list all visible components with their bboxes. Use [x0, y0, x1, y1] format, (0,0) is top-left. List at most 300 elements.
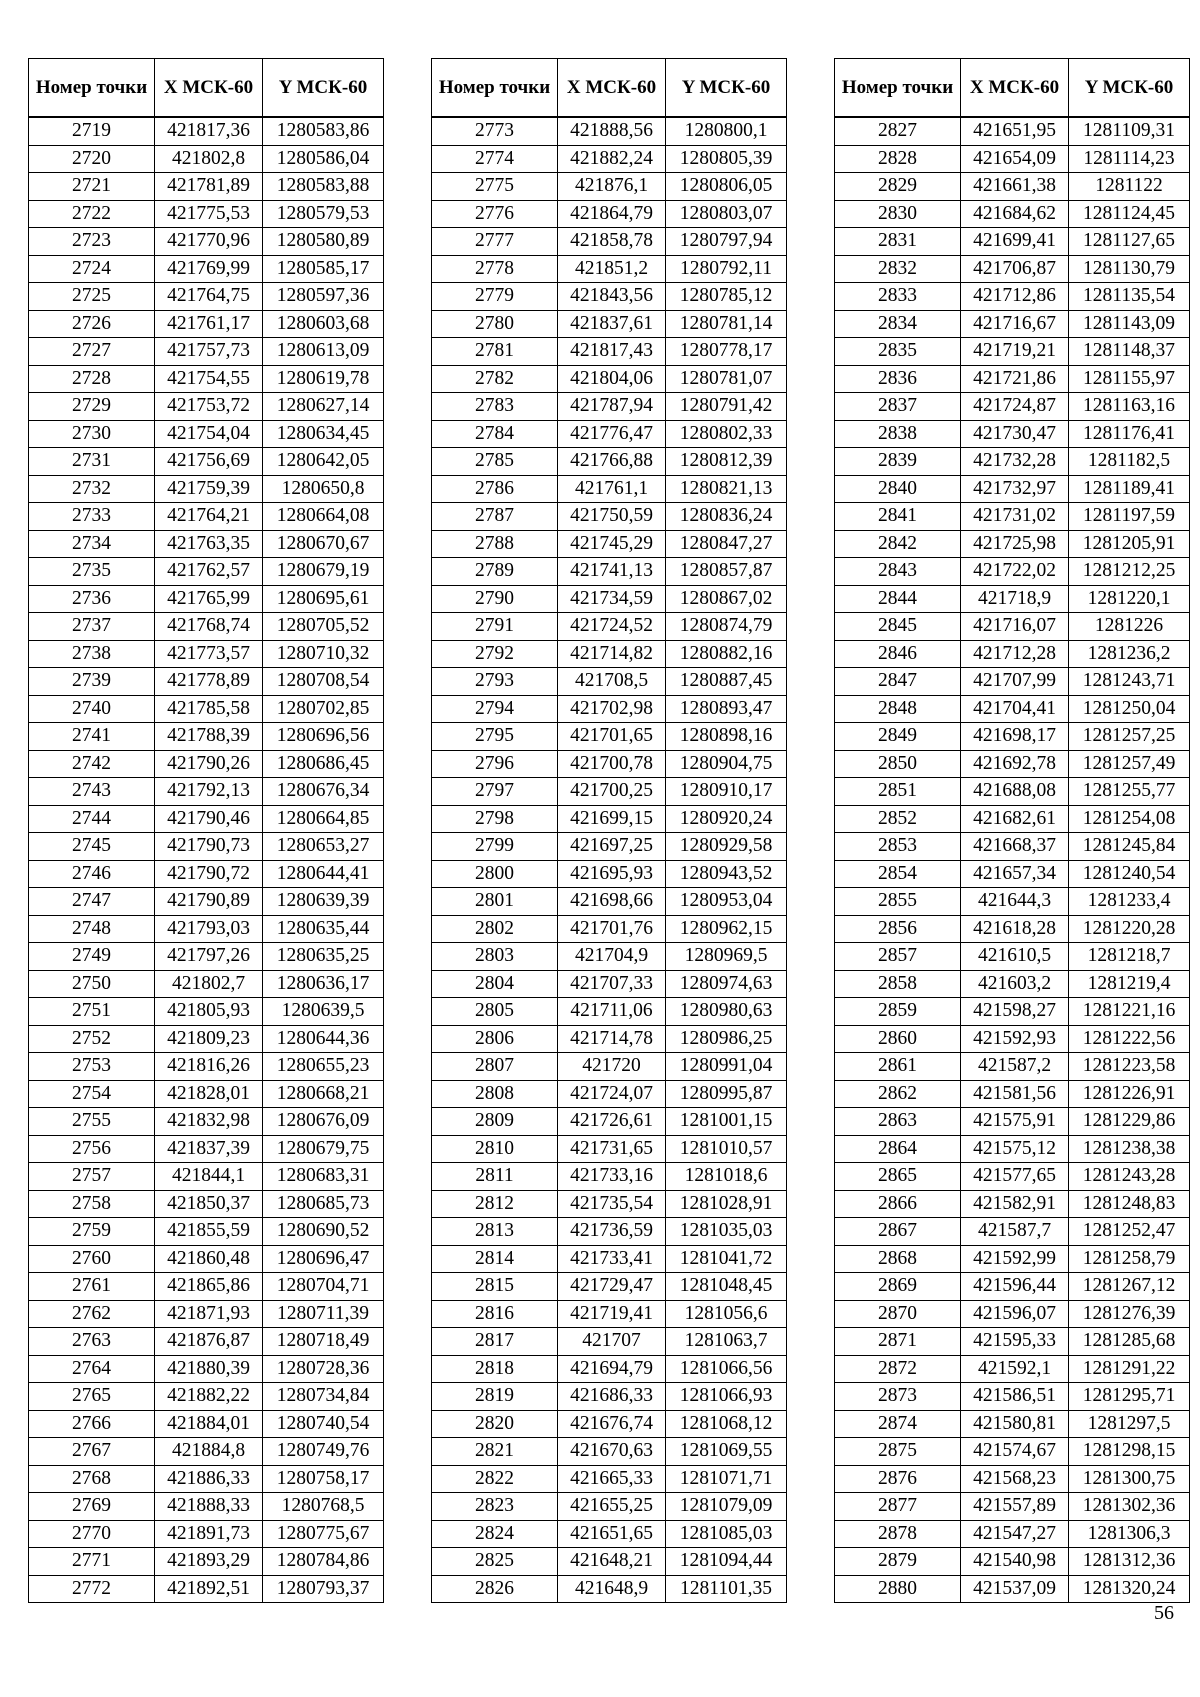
- table-row: [835, 255, 1190, 283]
- point-number-cell: 2831: [835, 228, 961, 256]
- y-coordinate-cell: 1280603,68: [263, 310, 384, 338]
- x-coordinate-cell: 421763,35: [155, 530, 263, 558]
- y-coordinate-cell: 1280580,89: [263, 228, 384, 256]
- point-number-cell: 2744: [29, 805, 155, 833]
- table-row: [432, 1383, 787, 1411]
- x-coordinate-cell: 421596,44: [961, 1273, 1069, 1301]
- point-number-cell: 2732: [29, 475, 155, 503]
- point-number-cell: 2809: [432, 1108, 558, 1136]
- table-row: [432, 1190, 787, 1218]
- x-coordinate-cell: 421719,21: [961, 338, 1069, 366]
- point-number-cell: 2790: [432, 585, 558, 613]
- table-row: [835, 915, 1190, 943]
- table-row: [835, 1328, 1190, 1356]
- table-row: [835, 1300, 1190, 1328]
- y-coordinate-cell: 1281222,56: [1069, 1025, 1190, 1053]
- y-coordinate-cell: 1280758,17: [263, 1465, 384, 1493]
- point-number-cell: 2749: [29, 943, 155, 971]
- point-number-cell: 2786: [432, 475, 558, 503]
- table-row: [29, 1465, 384, 1493]
- x-coordinate-cell: 421722,02: [961, 558, 1069, 586]
- x-coordinate-cell: 421654,09: [961, 145, 1069, 173]
- y-coordinate-cell: 1280775,67: [263, 1520, 384, 1548]
- point-number-cell: 2752: [29, 1025, 155, 1053]
- x-coordinate-cell: 421886,33: [155, 1465, 263, 1493]
- table-row: [29, 420, 384, 448]
- point-number-cell: 2837: [835, 393, 961, 421]
- table-row: [29, 1080, 384, 1108]
- y-coordinate-cell: 1280800,1: [666, 117, 787, 145]
- x-coordinate-cell: 421754,04: [155, 420, 263, 448]
- x-coordinate-cell: 421768,74: [155, 613, 263, 641]
- table-row: [29, 117, 384, 145]
- point-number-cell: 2762: [29, 1300, 155, 1328]
- y-coordinate-cell: 1280583,88: [263, 173, 384, 201]
- y-coordinate-cell: 1280676,09: [263, 1108, 384, 1136]
- page-number: 56: [1154, 1602, 1174, 1624]
- y-coordinate-cell: 1281035,03: [666, 1218, 787, 1246]
- y-coordinate-cell: 1280696,56: [263, 723, 384, 751]
- table-row: [432, 1135, 787, 1163]
- coordinates-table-1: [28, 58, 384, 1603]
- y-coordinate-cell: 1281320,24: [1069, 1575, 1190, 1603]
- point-number-cell: 2795: [432, 723, 558, 751]
- point-number-cell: 2828: [835, 145, 961, 173]
- x-coordinate-cell: 421882,22: [155, 1383, 263, 1411]
- table-row: [835, 860, 1190, 888]
- point-number-cell: 2787: [432, 503, 558, 531]
- y-coordinate-cell: 1280686,45: [263, 750, 384, 778]
- point-number-cell: 2735: [29, 558, 155, 586]
- x-coordinate-cell: 421540,98: [961, 1548, 1069, 1576]
- table-row: [835, 558, 1190, 586]
- table-row: [835, 1080, 1190, 1108]
- table-row: [835, 228, 1190, 256]
- point-number-cell: 2808: [432, 1080, 558, 1108]
- y-coordinate-cell: 1281124,45: [1069, 200, 1190, 228]
- x-coordinate-cell: 421651,95: [961, 117, 1069, 145]
- point-number-cell: 2765: [29, 1383, 155, 1411]
- table-row: [432, 1273, 787, 1301]
- point-number-cell: 2756: [29, 1135, 155, 1163]
- table-row: [432, 1328, 787, 1356]
- y-coordinate-cell: 1281114,23: [1069, 145, 1190, 173]
- table-row: [835, 1245, 1190, 1273]
- x-coordinate-cell: 421805,93: [155, 998, 263, 1026]
- y-coordinate-cell: 1281226,91: [1069, 1080, 1190, 1108]
- point-number-cell: 2847: [835, 668, 961, 696]
- x-coordinate-cell: 421837,39: [155, 1135, 263, 1163]
- point-number-cell: 2722: [29, 200, 155, 228]
- table-row: [29, 888, 384, 916]
- table-row: [29, 1135, 384, 1163]
- point-number-cell: 2736: [29, 585, 155, 613]
- point-number-cell: 2719: [29, 117, 155, 145]
- table-row: [432, 750, 787, 778]
- x-coordinate-cell: 421670,63: [558, 1438, 666, 1466]
- y-coordinate-cell: 1281155,97: [1069, 365, 1190, 393]
- y-coordinate-cell: 1281257,49: [1069, 750, 1190, 778]
- point-number-cell: 2745: [29, 833, 155, 861]
- point-number-cell: 2729: [29, 393, 155, 421]
- y-coordinate-cell: 1281109,31: [1069, 117, 1190, 145]
- point-number-cell: 2820: [432, 1410, 558, 1438]
- x-coordinate-cell: 421676,74: [558, 1410, 666, 1438]
- x-coordinate-cell: 421785,58: [155, 695, 263, 723]
- x-coordinate-cell: 421860,48: [155, 1245, 263, 1273]
- table-row: [432, 915, 787, 943]
- table-row: [29, 1300, 384, 1328]
- point-number-cell: 2799: [432, 833, 558, 861]
- point-number-cell: 2784: [432, 420, 558, 448]
- table-row: [835, 1135, 1190, 1163]
- x-coordinate-cell: 421547,27: [961, 1520, 1069, 1548]
- y-coordinate-cell: 1280768,5: [263, 1493, 384, 1521]
- x-coordinate-cell: 421592,93: [961, 1025, 1069, 1053]
- table-row: [29, 1520, 384, 1548]
- y-coordinate-cell: 1281236,2: [1069, 640, 1190, 668]
- point-number-cell: 2839: [835, 448, 961, 476]
- y-coordinate-cell: 1280696,47: [263, 1245, 384, 1273]
- y-coordinate-cell: 1280812,39: [666, 448, 787, 476]
- point-number-cell: 2761: [29, 1273, 155, 1301]
- point-number-cell: 2821: [432, 1438, 558, 1466]
- table-row: [835, 1493, 1190, 1521]
- x-coordinate-cell: 421655,25: [558, 1493, 666, 1521]
- x-coordinate-cell: 421665,33: [558, 1465, 666, 1493]
- y-coordinate-cell: 1280953,04: [666, 888, 787, 916]
- table-row: [432, 558, 787, 586]
- point-number-cell: 2853: [835, 833, 961, 861]
- point-number-cell: 2817: [432, 1328, 558, 1356]
- table-row: [29, 448, 384, 476]
- table-row: [432, 1410, 787, 1438]
- table-row: [835, 1355, 1190, 1383]
- table-row: [432, 1053, 787, 1081]
- y-coordinate-cell: 1280597,36: [263, 283, 384, 311]
- x-coordinate-cell: 421891,73: [155, 1520, 263, 1548]
- point-number-cell: 2864: [835, 1135, 961, 1163]
- x-coordinate-cell: 421596,07: [961, 1300, 1069, 1328]
- x-coordinate-cell: 421587,2: [961, 1053, 1069, 1081]
- y-coordinate-cell: 1281018,6: [666, 1163, 787, 1191]
- table-row: [835, 1438, 1190, 1466]
- point-number-cell: 2868: [835, 1245, 961, 1273]
- x-coordinate-cell: 421702,98: [558, 695, 666, 723]
- table-row: [432, 200, 787, 228]
- x-coordinate-cell: 421759,39: [155, 475, 263, 503]
- y-coordinate-cell: 1280676,34: [263, 778, 384, 806]
- y-coordinate-cell: 1281010,57: [666, 1135, 787, 1163]
- x-coordinate-cell: 421610,5: [961, 943, 1069, 971]
- y-coordinate-cell: 1280793,37: [263, 1575, 384, 1603]
- y-coordinate-cell: 1280857,87: [666, 558, 787, 586]
- x-coordinate-cell: 421745,29: [558, 530, 666, 558]
- x-coordinate-cell: 421876,87: [155, 1328, 263, 1356]
- table-row: [29, 750, 384, 778]
- x-coordinate-cell: 421701,76: [558, 915, 666, 943]
- point-number-cell: 2854: [835, 860, 961, 888]
- x-coordinate-cell: 421698,17: [961, 723, 1069, 751]
- x-coordinate-cell: 421781,89: [155, 173, 263, 201]
- y-coordinate-cell: 1280969,5: [666, 943, 787, 971]
- point-number-cell: 2807: [432, 1053, 558, 1081]
- y-coordinate-cell: 1281276,39: [1069, 1300, 1190, 1328]
- y-coordinate-cell: 1281238,38: [1069, 1135, 1190, 1163]
- x-coordinate-cell: 421809,23: [155, 1025, 263, 1053]
- table-row: [432, 530, 787, 558]
- y-coordinate-cell: 1280943,52: [666, 860, 787, 888]
- x-coordinate-cell: 421724,07: [558, 1080, 666, 1108]
- point-number-cell: 2856: [835, 915, 961, 943]
- point-number-cell: 2878: [835, 1520, 961, 1548]
- x-coordinate-cell: 421756,69: [155, 448, 263, 476]
- x-coordinate-cell: 421708,5: [558, 668, 666, 696]
- x-coordinate-cell: 421850,37: [155, 1190, 263, 1218]
- table-row: [835, 1108, 1190, 1136]
- y-coordinate-cell: 1281189,41: [1069, 475, 1190, 503]
- table-row: [29, 228, 384, 256]
- point-number-cell: 2796: [432, 750, 558, 778]
- header-x-coordinate: X МСК-60: [558, 59, 666, 118]
- point-number-cell: 2724: [29, 255, 155, 283]
- x-coordinate-cell: 421882,24: [558, 145, 666, 173]
- y-coordinate-cell: 1281079,09: [666, 1493, 787, 1521]
- x-coordinate-cell: 421769,99: [155, 255, 263, 283]
- table-row: [432, 998, 787, 1026]
- x-coordinate-cell: 421716,67: [961, 310, 1069, 338]
- y-coordinate-cell: 1281212,25: [1069, 558, 1190, 586]
- table-row: [835, 1465, 1190, 1493]
- x-coordinate-cell: 421692,78: [961, 750, 1069, 778]
- y-coordinate-cell: 1280806,05: [666, 173, 787, 201]
- y-coordinate-cell: 1280642,05: [263, 448, 384, 476]
- y-coordinate-cell: 1281285,68: [1069, 1328, 1190, 1356]
- x-coordinate-cell: 421757,73: [155, 338, 263, 366]
- x-coordinate-cell: 421775,53: [155, 200, 263, 228]
- point-number-cell: 2838: [835, 420, 961, 448]
- point-number-cell: 2845: [835, 613, 961, 641]
- y-coordinate-cell: 1281028,91: [666, 1190, 787, 1218]
- x-coordinate-cell: 421719,41: [558, 1300, 666, 1328]
- table-row: [432, 228, 787, 256]
- x-coordinate-cell: 421701,65: [558, 723, 666, 751]
- table-row: [29, 1190, 384, 1218]
- x-coordinate-cell: 421734,59: [558, 585, 666, 613]
- y-coordinate-cell: 1280644,36: [263, 1025, 384, 1053]
- x-coordinate-cell: 421876,1: [558, 173, 666, 201]
- point-number-cell: 2867: [835, 1218, 961, 1246]
- table-row: [432, 1245, 787, 1273]
- table-row: [835, 310, 1190, 338]
- x-coordinate-cell: 421793,03: [155, 915, 263, 943]
- table-row: [432, 365, 787, 393]
- x-coordinate-cell: 421699,41: [961, 228, 1069, 256]
- y-coordinate-cell: 1280836,24: [666, 503, 787, 531]
- y-coordinate-cell: 1280867,02: [666, 585, 787, 613]
- table-row: [29, 778, 384, 806]
- point-number-cell: 2850: [835, 750, 961, 778]
- table-row: [29, 145, 384, 173]
- point-number-cell: 2728: [29, 365, 155, 393]
- y-coordinate-cell: 1280797,94: [666, 228, 787, 256]
- table-row: [835, 475, 1190, 503]
- table-row: [835, 943, 1190, 971]
- point-number-cell: 2823: [432, 1493, 558, 1521]
- point-number-cell: 2764: [29, 1355, 155, 1383]
- y-coordinate-cell: 1280734,84: [263, 1383, 384, 1411]
- point-number-cell: 2776: [432, 200, 558, 228]
- y-coordinate-cell: 1281245,84: [1069, 833, 1190, 861]
- x-coordinate-cell: 421790,46: [155, 805, 263, 833]
- x-coordinate-cell: 421682,61: [961, 805, 1069, 833]
- table-row: [835, 338, 1190, 366]
- point-number-cell: 2803: [432, 943, 558, 971]
- point-number-cell: 2832: [835, 255, 961, 283]
- point-number-cell: 2870: [835, 1300, 961, 1328]
- table-row: [835, 668, 1190, 696]
- point-number-cell: 2731: [29, 448, 155, 476]
- table-row: [835, 448, 1190, 476]
- y-coordinate-cell: 1280670,67: [263, 530, 384, 558]
- x-coordinate-cell: 421754,55: [155, 365, 263, 393]
- point-number-cell: 2781: [432, 338, 558, 366]
- x-coordinate-cell: 421688,08: [961, 778, 1069, 806]
- table-row: [432, 943, 787, 971]
- x-coordinate-cell: 421790,89: [155, 888, 263, 916]
- x-coordinate-cell: 421762,57: [155, 558, 263, 586]
- table-row: [432, 448, 787, 476]
- y-coordinate-cell: 1281257,25: [1069, 723, 1190, 751]
- x-coordinate-cell: 421704,9: [558, 943, 666, 971]
- x-coordinate-cell: 421724,52: [558, 613, 666, 641]
- y-coordinate-cell: 1280893,47: [666, 695, 787, 723]
- y-coordinate-cell: 1280749,76: [263, 1438, 384, 1466]
- y-coordinate-cell: 1281226: [1069, 613, 1190, 641]
- x-coordinate-cell: 421865,86: [155, 1273, 263, 1301]
- table-row: [432, 1025, 787, 1053]
- x-coordinate-cell: 421695,93: [558, 860, 666, 888]
- table-row: [29, 860, 384, 888]
- point-number-cell: 2816: [432, 1300, 558, 1328]
- x-coordinate-cell: 421888,56: [558, 117, 666, 145]
- x-coordinate-cell: 421729,47: [558, 1273, 666, 1301]
- table-row: [835, 1053, 1190, 1081]
- table-row: [29, 558, 384, 586]
- y-coordinate-cell: 1281176,41: [1069, 420, 1190, 448]
- point-number-cell: 2840: [835, 475, 961, 503]
- table-row: [432, 1355, 787, 1383]
- table-row: [432, 723, 787, 751]
- y-coordinate-cell: 1280579,53: [263, 200, 384, 228]
- point-number-cell: 2865: [835, 1163, 961, 1191]
- table-row: [432, 420, 787, 448]
- table-row: [29, 943, 384, 971]
- point-number-cell: 2720: [29, 145, 155, 173]
- x-coordinate-cell: 421661,38: [961, 173, 1069, 201]
- y-coordinate-cell: 1280803,07: [666, 200, 787, 228]
- point-number-cell: 2791: [432, 613, 558, 641]
- point-number-cell: 2792: [432, 640, 558, 668]
- y-coordinate-cell: 1280653,27: [263, 833, 384, 861]
- table-row: [835, 200, 1190, 228]
- y-coordinate-cell: 1280702,85: [263, 695, 384, 723]
- y-coordinate-cell: 1280650,8: [263, 475, 384, 503]
- table-row: [29, 970, 384, 998]
- x-coordinate-cell: 421787,94: [558, 393, 666, 421]
- y-coordinate-cell: 1280898,16: [666, 723, 787, 751]
- y-coordinate-cell: 1281300,75: [1069, 1465, 1190, 1493]
- point-number-cell: 2782: [432, 365, 558, 393]
- header-point-number: Номер точки: [29, 59, 155, 118]
- point-number-cell: 2768: [29, 1465, 155, 1493]
- x-coordinate-cell: 421648,9: [558, 1575, 666, 1603]
- point-number-cell: 2860: [835, 1025, 961, 1053]
- y-coordinate-cell: 1281056,6: [666, 1300, 787, 1328]
- point-number-cell: 2836: [835, 365, 961, 393]
- point-number-cell: 2757: [29, 1163, 155, 1191]
- y-coordinate-cell: 1280664,08: [263, 503, 384, 531]
- y-coordinate-cell: 1281135,54: [1069, 283, 1190, 311]
- point-number-cell: 2826: [432, 1575, 558, 1603]
- header-y-coordinate: Y МСК-60: [263, 59, 384, 118]
- point-number-cell: 2779: [432, 283, 558, 311]
- table-row: [835, 1025, 1190, 1053]
- x-coordinate-cell: 421718,9: [961, 585, 1069, 613]
- point-number-cell: 2725: [29, 283, 155, 311]
- point-number-cell: 2733: [29, 503, 155, 531]
- table-row: [835, 695, 1190, 723]
- x-coordinate-cell: 421864,79: [558, 200, 666, 228]
- point-number-cell: 2810: [432, 1135, 558, 1163]
- y-coordinate-cell: 1280644,41: [263, 860, 384, 888]
- table-row: [835, 1383, 1190, 1411]
- point-number-cell: 2797: [432, 778, 558, 806]
- x-coordinate-cell: 421714,82: [558, 640, 666, 668]
- point-number-cell: 2873: [835, 1383, 961, 1411]
- y-coordinate-cell: 1281066,56: [666, 1355, 787, 1383]
- point-number-cell: 2772: [29, 1575, 155, 1603]
- point-number-cell: 2767: [29, 1438, 155, 1466]
- table-row: [835, 503, 1190, 531]
- point-number-cell: 2741: [29, 723, 155, 751]
- point-number-cell: 2721: [29, 173, 155, 201]
- y-coordinate-cell: 1281069,55: [666, 1438, 787, 1466]
- x-coordinate-cell: 421657,34: [961, 860, 1069, 888]
- table-row: [432, 1465, 787, 1493]
- point-number-cell: 2758: [29, 1190, 155, 1218]
- table-row: [432, 970, 787, 998]
- x-coordinate-cell: 421778,89: [155, 668, 263, 696]
- table-row: [29, 200, 384, 228]
- x-coordinate-cell: 421817,43: [558, 338, 666, 366]
- point-number-cell: 2798: [432, 805, 558, 833]
- y-coordinate-cell: 1281001,15: [666, 1108, 787, 1136]
- y-coordinate-cell: 1281250,04: [1069, 695, 1190, 723]
- x-coordinate-cell: 421765,99: [155, 585, 263, 613]
- x-coordinate-cell: 421797,26: [155, 943, 263, 971]
- table-row: [432, 475, 787, 503]
- point-number-cell: 2812: [432, 1190, 558, 1218]
- x-coordinate-cell: 421732,97: [961, 475, 1069, 503]
- table-row: [29, 998, 384, 1026]
- point-number-cell: 2750: [29, 970, 155, 998]
- x-coordinate-cell: 421851,2: [558, 255, 666, 283]
- y-coordinate-cell: 1281229,86: [1069, 1108, 1190, 1136]
- point-number-cell: 2773: [432, 117, 558, 145]
- point-number-cell: 2727: [29, 338, 155, 366]
- x-coordinate-cell: 421773,57: [155, 640, 263, 668]
